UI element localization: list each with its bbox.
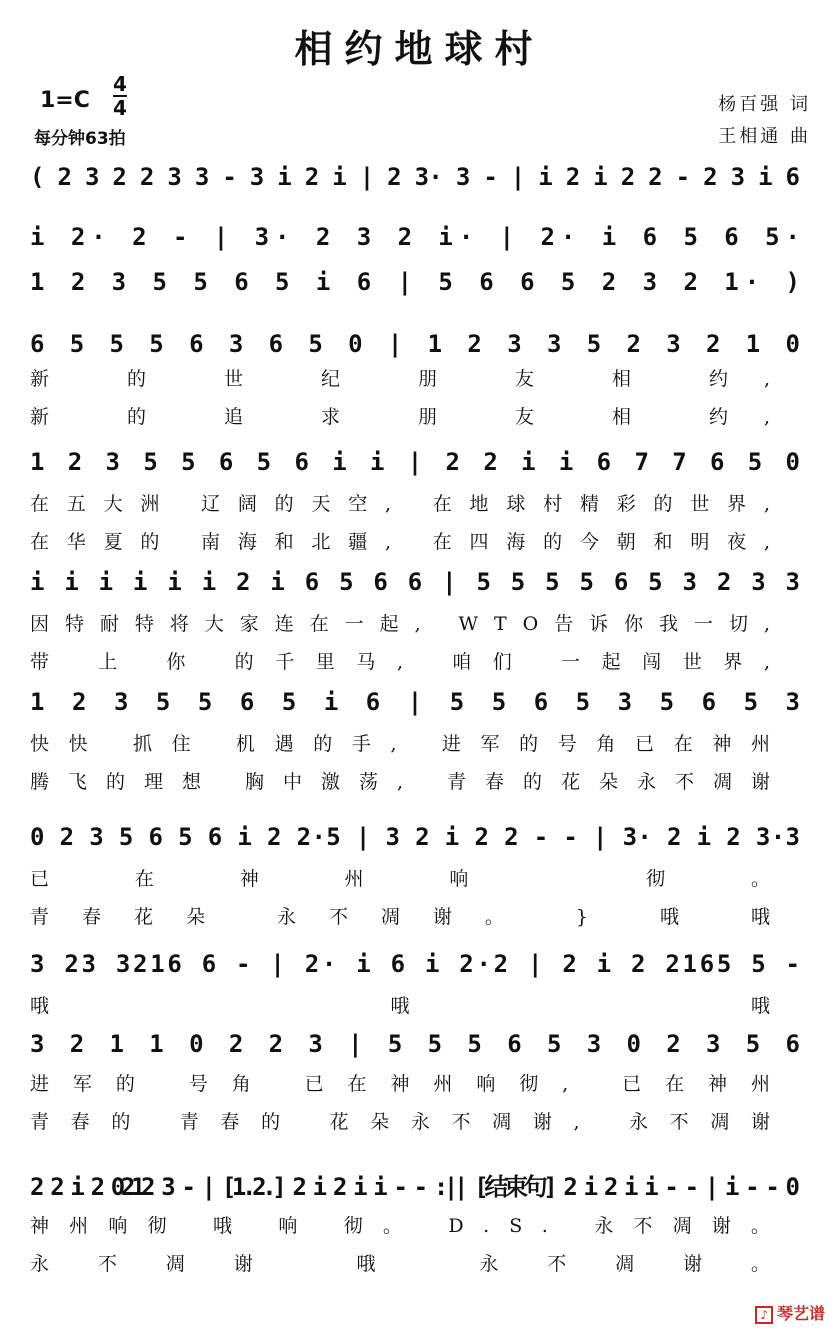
notation-line: 3 23 3216 6 - | 2· i 6 i 2·2 | 2 i 2 2165 5 - — [30, 950, 800, 978]
notation-line: 1 2 3 5 5 6 5 i 6 | 5 6 6 5 2 3 2 1· ) — [30, 268, 800, 296]
notation-line: 6 5 5 5 6 3 6 5 0 | 1 2 3 3 5 2 3 2 1 0 — [30, 330, 800, 358]
key-signature: 1=C — [40, 88, 90, 113]
lyric-line: 哦 哦 哦 — [30, 995, 770, 1017]
lyric-line: 永不凋谢 哦 永不凋谢。 — [30, 1253, 770, 1275]
lyric-line: 在华夏的 南海和北疆, 在四海的今朝和明夜, — [30, 531, 770, 553]
lyric-line: 快快 抓住 机遇的手, 进军的号角已在神州 — [30, 733, 771, 755]
notation-line: 1 2 3 5 5 6 5 i 6 | 5 5 6 5 3 5 6 5 3 — [30, 688, 800, 716]
page-title: 相约地球村 — [294, 26, 545, 71]
lyric-line: 青春花朵 永不凋谢。 } 哦 哦 — [30, 906, 770, 928]
lyric-line: 带 上 你 的千里马, 咱们 一起闯世界, — [30, 651, 771, 673]
lyric-line: 在五大洲 辽阔的天空, 在地球村精彩的世界, — [30, 493, 770, 515]
notation-line: i i i i i i 2 i 6 5 6 6 | 5 5 5 5 6 5 3 2 3 3 — [30, 568, 800, 596]
lyric-line: 因特耐特将大家连在一起, WTO告诉你我一切, — [30, 613, 770, 635]
lyric-line: 已在神州响 彻。 — [30, 868, 771, 890]
lyric-line: 神州响彻 哦 响 彻。 D.S. 永不凋谢。 — [30, 1215, 771, 1237]
lyric-line: 新 的 追 求 朋 友 相 约, — [30, 406, 771, 428]
watermark-logo — [755, 1301, 825, 1324]
lyricist-credit: 杨百强 词 — [718, 94, 811, 115]
notation-line: 1 2 3 5 5 6 5 6 i i | 2 2 i i 6 7 7 6 5 0 — [30, 448, 800, 476]
notation-line: 2 2 i 2 0212 3 - | [1.2.] 2 i 2 i i - - :|| [结束句] 2 i 2 i i - - | i - - 0 — [30, 1173, 800, 1201]
lyric-line: 新 的 世 纪 朋 友 相 约, — [30, 368, 771, 390]
tempo-marking: 每分钟63拍 — [34, 129, 126, 149]
watermark-text: 琴艺谱 — [776, 1304, 825, 1323]
logo-icon: ♪ — [755, 1306, 773, 1324]
time-signature-bottom: 4 — [113, 96, 127, 120]
notation-line: 0 2 3 5 6 5 6 i 2 2·5 | 3 2 i 2 2 - - | 3· 2 i 2 3·3 — [30, 823, 800, 851]
notation-line: ( 2 3 2 2 3 3 - 3 i 2 i | 2 3· 3 - | i 2 i 2 2 - 2 3 i 6 — [30, 163, 800, 191]
lyric-line: 腾飞的理想 胸中激荡, 青春的花朵永不凋谢 — [30, 771, 771, 793]
time-signature-top: 4 — [113, 72, 127, 96]
composer-credit: 王相通 曲 — [718, 126, 811, 147]
notation-line: 3 2 1 1 0 2 2 3 | 5 5 5 6 5 3 0 2 3 5 6 — [30, 1030, 800, 1058]
notation-line: i 2· 2 - | 3· 2 3 2 i· | 2· i 6 5 6 5· — [30, 223, 800, 251]
lyric-line: 青春的 青春的 花朵永不凋谢, 永不凋谢 — [30, 1111, 770, 1133]
lyric-line: 进军的 号角 已在神州响彻, 已在神州 — [30, 1073, 771, 1095]
